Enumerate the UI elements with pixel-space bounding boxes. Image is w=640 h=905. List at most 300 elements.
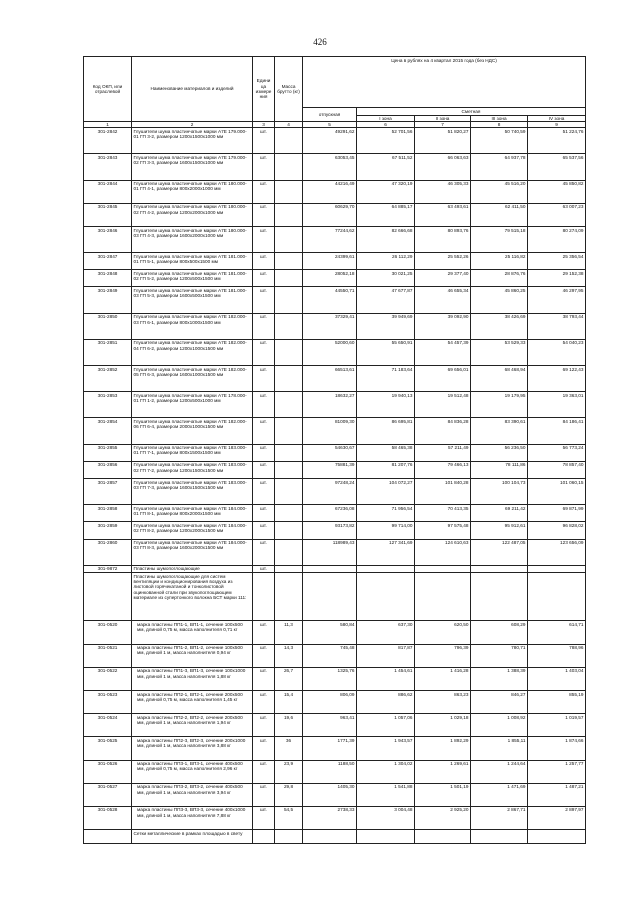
cell-zone-1-price: 58 465,38 (357, 444, 415, 461)
cell-code: 301-2848 (84, 270, 132, 287)
cell-zone-4-price: 80 274,09 (528, 226, 586, 252)
cell-empty (471, 573, 528, 621)
cell-zone-1-price: 1 541,88 (357, 783, 415, 806)
cell-mass (275, 180, 303, 203)
cell-zone-2-price: 1 416,28 (415, 667, 471, 690)
cell-zone-1-price: 64 885,17 (357, 203, 415, 226)
cell-mass (275, 522, 303, 539)
col-num: 2 (132, 121, 253, 127)
cell-zone-3-price: 95 912,61 (471, 522, 528, 539)
cell-code: 301-2847 (84, 253, 132, 270)
table-row (84, 478, 586, 504)
cell-zone-2-price: 46 305,33 (415, 180, 471, 203)
cell-zone-3-price: 1 244,64 (471, 760, 528, 783)
cell-empty (528, 830, 586, 844)
cell-release-price: 580,84 (303, 621, 357, 644)
cell-zone-3-price: 1 855,11 (471, 737, 528, 760)
cell-zone-3-price: 1 388,39 (471, 667, 528, 690)
cell-mass (275, 203, 303, 226)
cell-zone-4-price: 45 850,82 (528, 180, 586, 203)
table-row (84, 313, 586, 339)
cell-zone-4-price: 65 537,56 (528, 154, 586, 180)
cell-zone-4-price: 19 363,01 (528, 392, 586, 418)
cell-mass: 15,4 (275, 690, 303, 713)
cell-zone-1-price: 3 004,48 (357, 806, 415, 829)
cell-code: 301-0528 (84, 806, 132, 829)
cell-zone-2-price: 1 029,18 (415, 714, 471, 737)
cell-name: Глушители шума пластинчатые марки А7Е 179.000-02 ГП 3-3, размером 1600х1500х1000 мм (132, 154, 253, 180)
cell-name: марка пластины ПП2-3, ВП2-3, сечение 200х1000 мм, длиной 1 м, масса наполнителя 3,88 кг (132, 737, 253, 760)
cell-zone-3-price: 79 515,18 (471, 226, 528, 252)
cell-mass: 14,3 (275, 644, 303, 667)
col-num: 9 (528, 121, 586, 127)
cell-zone-3-price: 83 390,61 (471, 418, 528, 444)
cell-name: Глушители шума пластинчатые марки А7Е 184.000-02 ГП 8-2, размером 1200х2000х1500 мм (132, 522, 253, 539)
table-row (84, 539, 586, 565)
cell-name: Глушители шума пластинчатые марки А7Е 181.000-02 ГП 5-2, размером 1200х500х1500 мм (132, 270, 253, 287)
cell-unit: шт. (253, 128, 275, 154)
cell-zone-3-price: 846,27 (471, 690, 528, 713)
cell-zone-3-price: 45 860,25 (471, 287, 528, 313)
cell-unit: шт. (253, 478, 275, 504)
cell-release-price: 1771,39 (303, 737, 357, 760)
header-estimate: Сметная (357, 108, 586, 115)
cell-code: 301-2854 (84, 418, 132, 444)
cell-mass (275, 461, 303, 478)
cell-unit: шт. (253, 667, 275, 690)
cell-name: Глушители шума пластинчатые марки А7Е 182.000-06 ГП 6-4, размером 2000х1000х1500 мм (132, 418, 253, 444)
cell-unit: шт. (253, 644, 275, 667)
cell-name: Глушители шума пластинчатые марки А7Е 180.000-03 ГП 4-3, размером 1600х2000х1000 мм (132, 226, 253, 252)
header-zone-4: IV зона (528, 115, 586, 121)
cell-unit: шт. (253, 253, 275, 270)
col-num: 8 (471, 121, 528, 127)
cell-zone-2-price: 54 457,39 (415, 339, 471, 365)
cell-code: 301-0524 (84, 714, 132, 737)
cell-zone-3-price: 25 116,82 (471, 253, 528, 270)
cell-code: 301-2853 (84, 392, 132, 418)
cell-name: марка пластины ПП3-3, ВП3-3, сечение 400х1000 мм, длиной 1 м, масса наполнителя 7,88 кг (132, 806, 253, 829)
cell-zone-1-price: 30 021,25 (357, 270, 415, 287)
table-row (84, 505, 586, 522)
cell-code: 301-0525 (84, 737, 132, 760)
cell-zone-2-price: 124 610,63 (415, 539, 471, 565)
cell-release-price: 18632,27 (303, 392, 357, 418)
cell-empty (528, 573, 586, 621)
cell-release-price: 118989,43 (303, 539, 357, 565)
cell-zone-3-price: 50 740,59 (471, 128, 528, 154)
header-zone-2: II зона (415, 115, 471, 121)
cell-zone-2-price: 69 656,01 (415, 366, 471, 392)
cell-name: Глушители шума пластинчатые марки А7Е 181.000-03 ГП 5-3, размером 1600х500х1500 мм (132, 287, 253, 313)
cell-zone-2-price: 1 892,29 (415, 737, 471, 760)
cell-zone-3-price: 100 104,73 (471, 478, 528, 504)
cell-zone-1-price: 71 956,54 (357, 505, 415, 522)
cell-release-price: 93173,82 (303, 522, 357, 539)
cell-mass (275, 287, 303, 313)
cell-zone-2-price: 39 092,90 (415, 313, 471, 339)
cell-zone-1-price: 886,62 (357, 690, 415, 713)
table-row (84, 522, 586, 539)
cell-zone-3-price: 122 487,05 (471, 539, 528, 565)
cell-empty (471, 830, 528, 844)
cell-empty (357, 573, 415, 621)
cell-zone-3-price: 28 876,76 (471, 270, 528, 287)
cell-zone-1-price: 99 714,00 (357, 522, 415, 539)
table-row (84, 154, 586, 180)
cell-unit: шт. (253, 203, 275, 226)
cell-zone-4-price: 25 356,54 (528, 253, 586, 270)
cell-unit: шт. (253, 505, 275, 522)
cell-name: Глушители шума пластинчатые марки А7Е 180.000-01 ГП 4-1, размером 800х2000х1000 мм (132, 180, 253, 203)
cell-code: 301-2849 (84, 287, 132, 313)
header-zone-1: I зона (357, 115, 415, 121)
cell-release-price: 66513,61 (303, 366, 357, 392)
cell-zone-2-price: 863,23 (415, 690, 471, 713)
cell-zone-3-price: 2 867,71 (471, 806, 528, 829)
cell-release-price: 806,09 (303, 690, 357, 713)
cell-zone-1-price: 19 940,13 (357, 392, 415, 418)
cell-zone-2-price: 63 493,61 (415, 203, 471, 226)
plate-row (84, 737, 586, 760)
cell-zone-2-price: 84 836,28 (415, 418, 471, 444)
cell-zone-2-price: 97 575,48 (415, 522, 471, 539)
cell-mass (275, 128, 303, 154)
cell-code: 301-2859 (84, 522, 132, 539)
cell-empty (84, 830, 132, 844)
cell-release-price: 77244,62 (303, 226, 357, 252)
cell-zone-3-price: 56 236,50 (471, 444, 528, 461)
cell-code: 301-2846 (84, 226, 132, 252)
cell-code: 301-2842 (84, 128, 132, 154)
table-row (84, 287, 586, 313)
table-row (84, 180, 586, 203)
cell-zone-3-price: 62 411,50 (471, 203, 528, 226)
cell-zone-2-price: 1 269,61 (415, 760, 471, 783)
cell-zone-3-price: 38 426,69 (471, 313, 528, 339)
cell-name: Сетки металлические в рамках площадью в свету (132, 830, 253, 844)
cell-zone-4-price: 63 007,23 (528, 203, 586, 226)
plate-row (84, 621, 586, 644)
cell-code: 301-2851 (84, 339, 132, 365)
cell-zone-4-price: 101 060,15 (528, 478, 586, 504)
cell-zone-2-price: 51 820,27 (415, 128, 471, 154)
table-row (84, 418, 586, 444)
cell-zone-4-price: 96 828,02 (528, 522, 586, 539)
cell-mass: 54,5 (275, 806, 303, 829)
cell-zone-2-price: 70 413,35 (415, 505, 471, 522)
table-row (84, 128, 586, 154)
cell-zone-1-price: 817,87 (357, 644, 415, 667)
cell-zone-1-price: 82 666,68 (357, 226, 415, 252)
header-mass: Масса брутто (кг) (275, 57, 303, 122)
plate-row (84, 806, 586, 829)
cell-zone-1-price: 47 677,87 (357, 287, 415, 313)
cell-zone-4-price: 69 122,43 (528, 366, 586, 392)
table-row (84, 830, 586, 844)
col-num: 7 (415, 121, 471, 127)
cell-zone-4-price: 51 224,76 (528, 128, 586, 154)
cell-empty (275, 573, 303, 621)
cell-zone-2-price: 101 840,28 (415, 478, 471, 504)
price-table (83, 56, 586, 844)
cell-unit: шт. (253, 806, 275, 829)
cell-zone-1-price: 1 943,57 (357, 737, 415, 760)
cell-zone-3-price: 1 471,69 (471, 783, 528, 806)
cell-release-price: 44216,49 (303, 180, 357, 203)
cell-unit: шт. (253, 270, 275, 287)
cell-name: марка пластины ПП3-2, ВП3-2, сечение 400х500 мм, длиной 1 м, масса наполнителя 3,94 кг (132, 783, 253, 806)
cell-unit: шт. (253, 180, 275, 203)
cell-mass (275, 418, 303, 444)
cell-zone-3-price: 45 516,20 (471, 180, 528, 203)
cell-code: 301-2856 (84, 461, 132, 478)
cell-code: 301-2860 (84, 539, 132, 565)
cell-empty (303, 573, 357, 621)
plate-row (84, 760, 586, 783)
cell-release-price: 52000,60 (303, 339, 357, 365)
cell-zone-4-price: 1 403,04 (528, 667, 586, 690)
cell-zone-4-price: 614,71 (528, 621, 586, 644)
cell-unit: шт. (253, 522, 275, 539)
cell-empty (415, 565, 471, 572)
cell-zone-1-price: 81 207,76 (357, 461, 415, 478)
cell-zone-2-price: 796,39 (415, 644, 471, 667)
cell-name: марка пластины ПП2-2, ВП2-2, сечение 200х500 мм, длиной 1 м, масса наполнителя 1,94 кг (132, 714, 253, 737)
cell-code: 301-0523 (84, 690, 132, 713)
cell-mass (275, 444, 303, 461)
cell-zone-3-price: 780,71 (471, 644, 528, 667)
cell-zone-2-price: 25 552,26 (415, 253, 471, 270)
cell-zone-4-price: 46 297,95 (528, 287, 586, 313)
cell-code: 301-2857 (84, 478, 132, 504)
cell-unit: шт. (253, 783, 275, 806)
cell-code: 301-0527 (84, 783, 132, 806)
table-row (84, 392, 586, 418)
cell-mass (275, 270, 303, 287)
cell-release-price: 44550,71 (303, 287, 357, 313)
cell-unit: шт. (253, 339, 275, 365)
cell-empty (275, 830, 303, 844)
cell-mass (275, 366, 303, 392)
cell-zone-2-price: 19 512,48 (415, 392, 471, 418)
cell-empty (415, 573, 471, 621)
cell-unit: шт. (253, 444, 275, 461)
cell-empty (84, 573, 132, 621)
cell-zone-4-price: 84 186,41 (528, 418, 586, 444)
cell-zone-1-price: 86 695,81 (357, 418, 415, 444)
cell-release-price: 54630,67 (303, 444, 357, 461)
cell-name: марка пластины ПП1-2, ВП1-2, сечение 100х500 мм, длиной 1 м, масса наполнителя 0,94 кг (132, 644, 253, 667)
cell-zone-4-price: 38 793,44 (528, 313, 586, 339)
cell-zone-4-price: 123 656,09 (528, 539, 586, 565)
header-release: отпускная (303, 108, 357, 122)
cell-name: Глушители шума пластинчатые марки А7Е 181.000-01 ГП 5-1, размером 800х500х1500 мм (132, 253, 253, 270)
cell-release-price: 28052,18 (303, 270, 357, 287)
cell-name: марка пластины ПП2-1, ВП2-1, сечение 200х500 мм, длиной 0,75 м, масса наполнителя 1,45 кг (132, 690, 253, 713)
cell-zone-4-price: 855,19 (528, 690, 586, 713)
cell-zone-3-price: 64 937,78 (471, 154, 528, 180)
col-num: 5 (303, 121, 357, 127)
cell-zone-3-price: 69 211,42 (471, 505, 528, 522)
cell-name: Глушители шума пластинчатые марки А7Е 178.000-01 ГП 1-2, размером 1200х500х1000 мм (132, 392, 253, 418)
cell-release-price: 37329,41 (303, 313, 357, 339)
cell-zone-4-price: 69 871,99 (528, 505, 586, 522)
cell-unit: шт. (253, 313, 275, 339)
cell-zone-2-price: 2 925,20 (415, 806, 471, 829)
cell-mass: 19,6 (275, 714, 303, 737)
cell-zone-1-price: 39 949,69 (357, 313, 415, 339)
cell-empty (303, 565, 357, 572)
cell-mass (275, 226, 303, 252)
cell-unit: шт. (253, 690, 275, 713)
cell-mass (275, 154, 303, 180)
cell-release-price: 1188,50 (303, 760, 357, 783)
cell-mass (275, 313, 303, 339)
cell-release-price: 1405,30 (303, 783, 357, 806)
cell-release-price: 63053,45 (303, 154, 357, 180)
cell-zone-4-price: 788,96 (528, 644, 586, 667)
plate-row (84, 644, 586, 667)
header-price-group: Цена в рублях на 4 квартал 2015 года (без НДС) (303, 57, 586, 108)
cell-zone-4-price: 78 857,40 (528, 461, 586, 478)
page-number: 426 (313, 37, 327, 47)
cell-zone-3-price: 1 008,92 (471, 714, 528, 737)
cell-code: 301-0526 (84, 760, 132, 783)
cell-unit: шт. (253, 565, 275, 572)
cell-zone-3-price: 53 529,33 (471, 339, 528, 365)
cell-name: Глушители шума пластинчатые марки А7Е 184.000-01 ГП 8-1, размером 800х2000х1500 мм (132, 505, 253, 522)
cell-zone-4-price: 54 040,23 (528, 339, 586, 365)
cell-unit: шт. (253, 621, 275, 644)
table-row (84, 339, 586, 365)
cell-mass (275, 392, 303, 418)
cell-mass: 26,7 (275, 667, 303, 690)
cell-zone-3-price: 78 111,86 (471, 461, 528, 478)
cell-zone-4-price: 56 773,24 (528, 444, 586, 461)
cell-zone-2-price: 79 466,13 (415, 461, 471, 478)
cell-mass (275, 505, 303, 522)
col-num: 4 (275, 121, 303, 127)
cell-zone-1-price: 1 057,06 (357, 714, 415, 737)
cell-mass (275, 539, 303, 565)
cell-zone-1-price: 55 650,91 (357, 339, 415, 365)
cell-unit: шт. (253, 287, 275, 313)
cell-unit: шт. (253, 714, 275, 737)
table-row (84, 203, 586, 226)
cell-code: 301-2850 (84, 313, 132, 339)
cell-code: 301-2843 (84, 154, 132, 180)
cell-empty (357, 565, 415, 572)
cell-release-price: 24399,61 (303, 253, 357, 270)
header-name: Наименование материалов и изделий (132, 57, 253, 122)
cell-empty (357, 830, 415, 844)
cell-zone-4-price: 1 019,57 (528, 714, 586, 737)
table-row (84, 226, 586, 252)
cell-release-price: 49291,62 (303, 128, 357, 154)
cell-zone-2-price: 66 063,63 (415, 154, 471, 180)
cell-unit: шт. (253, 154, 275, 180)
cell-unit: шт. (253, 539, 275, 565)
cell-release-price: 1325,76 (303, 667, 357, 690)
cell-unit: шт. (253, 737, 275, 760)
cell-name: Глушители шума пластинчатые марки А7Е 184.000-03 ГП 8-3, размером 1600х2000х1500 мм (132, 539, 253, 565)
cell-code: 301-2845 (84, 203, 132, 226)
cell-empty (303, 830, 357, 844)
cell-release-price: 67236,08 (303, 505, 357, 522)
cell-code: 301-2855 (84, 444, 132, 461)
cell-empty (253, 573, 275, 621)
cell-zone-1-price: 127 341,69 (357, 539, 415, 565)
table-row (84, 253, 586, 270)
cell-mass: 36 (275, 737, 303, 760)
cell-unit: шт. (253, 760, 275, 783)
cell-zone-1-price: 26 112,29 (357, 253, 415, 270)
header-code: Код ОКП, или отраслевой (84, 57, 132, 122)
cell-mass (275, 253, 303, 270)
col-num: 1 (84, 121, 132, 127)
cell-mass: 29,8 (275, 783, 303, 806)
cell-empty (415, 830, 471, 844)
cell-zone-2-price: 46 655,34 (415, 287, 471, 313)
cell-empty (528, 565, 586, 572)
col-num: 6 (357, 121, 415, 127)
cell-mass (275, 478, 303, 504)
cell-code: 301-0522 (84, 667, 132, 690)
cell-zone-4-price: 1 874,66 (528, 737, 586, 760)
table-row (84, 270, 586, 287)
cell-zone-1-price: 47 320,19 (357, 180, 415, 203)
cell-code: 301-9872 (84, 565, 132, 572)
cell-release-price: 963,41 (303, 714, 357, 737)
cell-unit: шт. (253, 366, 275, 392)
cell-release-price: 97248,24 (303, 478, 357, 504)
cell-zone-4-price: 2 897,97 (528, 806, 586, 829)
cell-mass (275, 339, 303, 365)
plate-row (84, 690, 586, 713)
cell-zone-3-price: 19 179,95 (471, 392, 528, 418)
plate-row (84, 714, 586, 737)
cell-zone-2-price: 1 501,19 (415, 783, 471, 806)
cell-release-price: 2738,33 (303, 806, 357, 829)
cell-mass: 23,9 (275, 760, 303, 783)
col-num: 3 (253, 121, 275, 127)
cell-unit: шт. (253, 461, 275, 478)
cell-zone-3-price: 608,29 (471, 621, 528, 644)
cell-unit: шт. (253, 392, 275, 418)
cell-code: 301-0521 (84, 644, 132, 667)
cell-zone-4-price: 1 257,77 (528, 760, 586, 783)
cell-code: 301-2844 (84, 180, 132, 203)
cell-name: марка пластины ПП3-1, ВП3-1, сечение 400х500 мм, длиной 0,75 м, масса наполнителя 2,96 кг (132, 760, 253, 783)
cell-zone-1-price: 52 701,56 (357, 128, 415, 154)
cell-empty (253, 830, 275, 844)
cell-zone-1-price: 71 183,64 (357, 366, 415, 392)
cell-zone-2-price: 80 893,76 (415, 226, 471, 252)
table-row (84, 461, 586, 478)
cell-name: Глушители шума пластинчатые марки А7Е 182.000-04 ГП 6-2, размером 1200х1000х1500 мм (132, 339, 253, 365)
cell-name: Глушители шума пластинчатые марки А7Е 183.000-02 ГП 7-2, размером 1200х1500х1500 мм (132, 461, 253, 478)
cell-zone-1-price: 104 072,27 (357, 478, 415, 504)
cell-zone-1-price: 67 511,52 (357, 154, 415, 180)
cell-name: Глушители шума пластинчатые марки А7Е 182.000-05 ГП 6-3, размером 1600х1000х1500 мм (132, 366, 253, 392)
cell-name: Пластины шумопоглощающие (132, 565, 253, 572)
cell-unit: шт. (253, 226, 275, 252)
cell-release-price: 75881,39 (303, 461, 357, 478)
plate-row (84, 667, 586, 690)
cell-name: Глушители шума пластинчатые марки А7Е 179.000-01 ГП 3-2, размером 1200х1500х1000 мм (132, 128, 253, 154)
cell-release-price: 745,48 (303, 644, 357, 667)
